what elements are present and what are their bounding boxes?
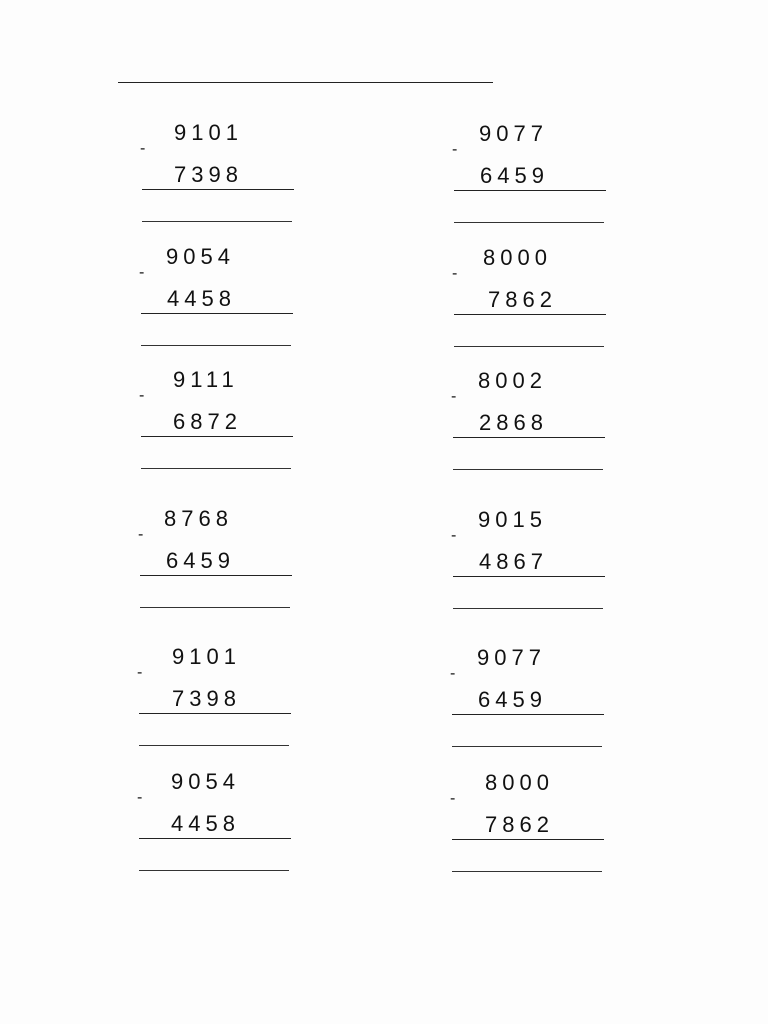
minus-sign: - <box>451 527 457 544</box>
subtrahend: 2868 <box>479 410 548 435</box>
answer-line[interactable] <box>454 346 604 347</box>
subtrahend: 6459 <box>480 163 549 188</box>
answer-line[interactable] <box>453 608 603 609</box>
minus-sign: - <box>139 387 145 404</box>
minus-sign: - <box>450 665 456 682</box>
answer-line[interactable] <box>452 871 602 872</box>
minuend: 9111 <box>173 367 239 392</box>
operation-line <box>140 575 292 576</box>
minuend: 9054 <box>166 244 235 269</box>
subtraction-problem <box>138 507 298 617</box>
answer-line[interactable] <box>139 745 289 746</box>
subtrahend: 6459 <box>166 548 235 573</box>
minuend: 9015 <box>478 507 547 532</box>
operation-line <box>454 190 606 191</box>
subtraction-problem <box>451 508 611 618</box>
operation-line <box>141 313 293 314</box>
answer-line[interactable] <box>454 222 604 223</box>
minuend: 9054 <box>171 769 240 794</box>
subtrahend: 7398 <box>172 686 241 711</box>
operation-line <box>453 437 605 438</box>
operation-line <box>452 839 604 840</box>
answer-line[interactable] <box>140 607 290 608</box>
operation-line <box>139 713 291 714</box>
subtrahend: 4867 <box>479 549 548 574</box>
answer-line[interactable] <box>141 468 291 469</box>
minuend: 8000 <box>485 770 554 795</box>
minus-sign: - <box>452 265 458 282</box>
subtraction-problem <box>452 246 612 356</box>
answer-line[interactable] <box>453 469 603 470</box>
minuend: 9077 <box>479 121 548 146</box>
operation-line <box>453 576 605 577</box>
name-line <box>118 82 493 83</box>
minuend: 8000 <box>483 245 552 270</box>
subtrahend: 6872 <box>173 409 242 434</box>
subtrahend: 7398 <box>174 162 243 187</box>
minus-sign: - <box>138 526 144 543</box>
subtraction-problem <box>451 369 611 479</box>
subtrahend: 4458 <box>167 286 236 311</box>
operation-line <box>452 714 604 715</box>
minuend: 8002 <box>478 368 547 393</box>
subtrahend: 6459 <box>478 687 547 712</box>
subtraction-problem <box>137 645 297 755</box>
minuend: 9101 <box>172 644 241 669</box>
answer-line[interactable] <box>139 870 289 871</box>
subtrahend: 7862 <box>485 812 554 837</box>
subtraction-problem <box>450 771 610 881</box>
subtrahend: 7862 <box>488 287 557 312</box>
subtraction-problem <box>452 122 612 232</box>
subtraction-problem <box>140 121 300 231</box>
answer-line[interactable] <box>141 345 291 346</box>
answer-line[interactable] <box>452 746 602 747</box>
answer-line[interactable] <box>142 221 292 222</box>
subtraction-problem <box>137 770 297 880</box>
operation-line <box>141 436 293 437</box>
minuend: 9077 <box>477 645 546 670</box>
operation-line <box>139 838 291 839</box>
subtrahend: 4458 <box>171 811 240 836</box>
subtraction-problem <box>139 245 299 355</box>
subtraction-problem <box>450 646 610 756</box>
operation-line <box>142 189 294 190</box>
operation-line <box>454 314 606 315</box>
minus-sign: - <box>451 388 457 405</box>
subtraction-problem <box>139 368 299 478</box>
minus-sign: - <box>140 140 146 157</box>
minus-sign: - <box>139 264 145 281</box>
minus-sign: - <box>137 789 143 806</box>
minus-sign: - <box>452 141 458 158</box>
minuend: 8768 <box>164 506 233 531</box>
minus-sign: - <box>450 790 456 807</box>
minuend: 9101 <box>174 120 243 145</box>
minus-sign: - <box>137 664 143 681</box>
